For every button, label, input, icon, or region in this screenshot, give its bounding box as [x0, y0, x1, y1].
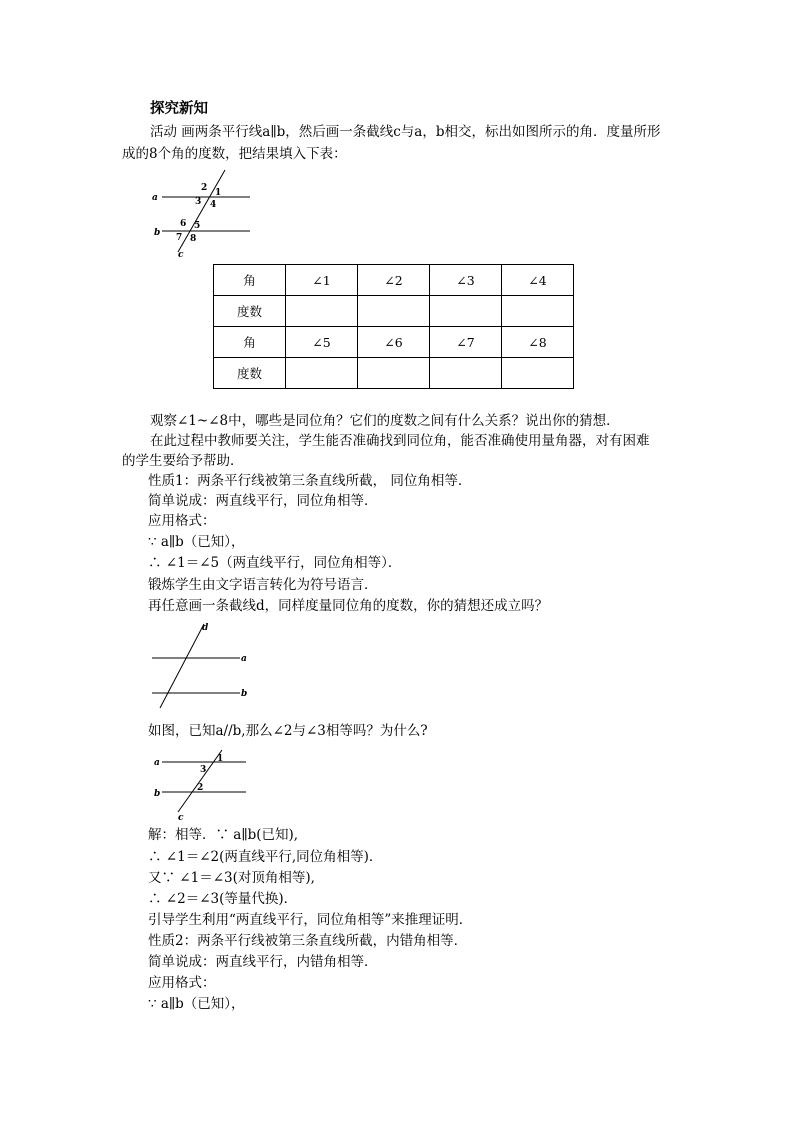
figure2-label-a: a — [241, 654, 247, 664]
solution-step-2: 又∵ ∠1＝∠3(对顶角相等), — [148, 870, 315, 886]
figure3-angle-2: 2 — [197, 783, 204, 793]
table-row — [214, 296, 574, 327]
table-cell — [502, 358, 574, 389]
figure2-label-b: b — [241, 689, 248, 699]
figure1-angle-3: 3 — [195, 197, 202, 207]
table-cell — [286, 296, 358, 327]
format-label-1: 应用格式： — [148, 513, 216, 529]
figure1-angle-5: 5 — [194, 221, 201, 231]
figure3-angle-1: 1 — [217, 754, 224, 764]
figure1-angle-4: 4 — [210, 200, 217, 210]
table-cell: ∠2 — [358, 265, 430, 296]
figure3-label-a: a — [154, 758, 160, 768]
figure-parallel-lines-c — [150, 168, 255, 258]
property-1: 性质1：两条平行线被第三条直线所截， 同位角相等． — [148, 473, 472, 489]
figure3-angle-3: 3 — [200, 765, 207, 775]
solution-step-1: ∴ ∠1＝∠2(两直线平行,同位角相等)． — [148, 849, 383, 865]
figure1-label-c: c — [178, 250, 184, 258]
therefore-line-1: ∴ ∠1＝∠5（两直线平行，同位角相等）． — [148, 555, 402, 571]
figure1-label-a: a — [152, 193, 158, 203]
property-2: 性质2：两条平行线被第三条直线所截，内错角相等． — [148, 933, 468, 949]
guide-note: 引导学生利用“两直线平行，同位角相等”来推理证明． — [148, 912, 473, 928]
table-cell: ∠3 — [430, 265, 502, 296]
simple-statement-2: 简单说成：两直线平行，内错角相等． — [148, 954, 378, 970]
angle-degree-table — [213, 264, 574, 389]
figure3-label-b: b — [154, 789, 161, 799]
figure-parallel-lines-angles — [150, 748, 255, 822]
table-cell: ∠7 — [430, 327, 502, 358]
figure1-angle-8: 8 — [190, 234, 197, 244]
table-cell — [358, 358, 430, 389]
table-cell: 度数 — [214, 358, 286, 389]
figure1-angle-6: 6 — [180, 219, 187, 229]
solution-step-3: ∴ ∠2＝∠3(等量代换)． — [148, 891, 298, 907]
since-line-1: ∵ a∥b（已知）， — [148, 534, 245, 550]
training-note: 锻炼学生由文字语言转化为符号语言． — [148, 577, 378, 593]
since-line-2: ∵ a∥b（已知）， — [148, 996, 245, 1012]
format-label-2: 应用格式： — [148, 975, 216, 991]
table-cell: ∠5 — [286, 327, 358, 358]
table-cell — [430, 358, 502, 389]
simple-statement-1: 简单说成：两直线平行，同位角相等． — [148, 493, 378, 509]
table-cell — [430, 296, 502, 327]
figure-parallel-lines-d — [148, 618, 253, 710]
table-row — [214, 358, 574, 389]
figure1-label-b: b — [154, 228, 161, 238]
table-cell: ∠4 — [502, 265, 574, 296]
table-cell: 度数 — [214, 296, 286, 327]
observe-paragraph: 观察∠1~∠8中，哪些是同位角？它们的度数之间有什么关系？说出你的猜想． — [150, 413, 620, 429]
question-paragraph: 如图，已知a//b,那么∠2与∠3相等吗？为什么? — [148, 723, 428, 739]
figure1-angle-1: 1 — [215, 188, 222, 198]
teacher-note-line-1: 在此过程中教师要关注，学生能否准确找到同位角，能否准确使用量角器，对有困难 — [150, 433, 650, 449]
figure1-angle-2: 2 — [201, 183, 208, 193]
activity-line-1: 活动 画两条平行线a∥b，然后画一条截线c与a，b相交，标出如图所示的角．度量所形 — [150, 124, 661, 140]
table-cell — [358, 296, 430, 327]
solution-line: 解：相等．∵ a∥b(已知), — [148, 827, 299, 843]
figure3-label-c: c — [178, 813, 184, 822]
figure1-angle-7: 7 — [176, 233, 183, 243]
table-cell: ∠6 — [358, 327, 430, 358]
again-question: 再任意画一条截线d，同样度量同位角的度数，你的猜想还成立吗？ — [148, 598, 549, 614]
table-cell — [502, 296, 574, 327]
figure2-label-d: d — [202, 623, 209, 633]
table-row — [214, 327, 574, 358]
section-title: 探究新知 — [150, 100, 208, 117]
table-cell: 角 — [214, 265, 286, 296]
table-cell: 角 — [214, 327, 286, 358]
table-cell — [286, 358, 358, 389]
activity-line-2: 成的8个角的度数，把结果填入下表： — [122, 146, 347, 162]
table-row — [214, 265, 574, 296]
teacher-note-line-2: 的学生要给予帮助． — [122, 453, 244, 469]
table-cell: ∠8 — [502, 327, 574, 358]
table-cell: ∠1 — [286, 265, 358, 296]
